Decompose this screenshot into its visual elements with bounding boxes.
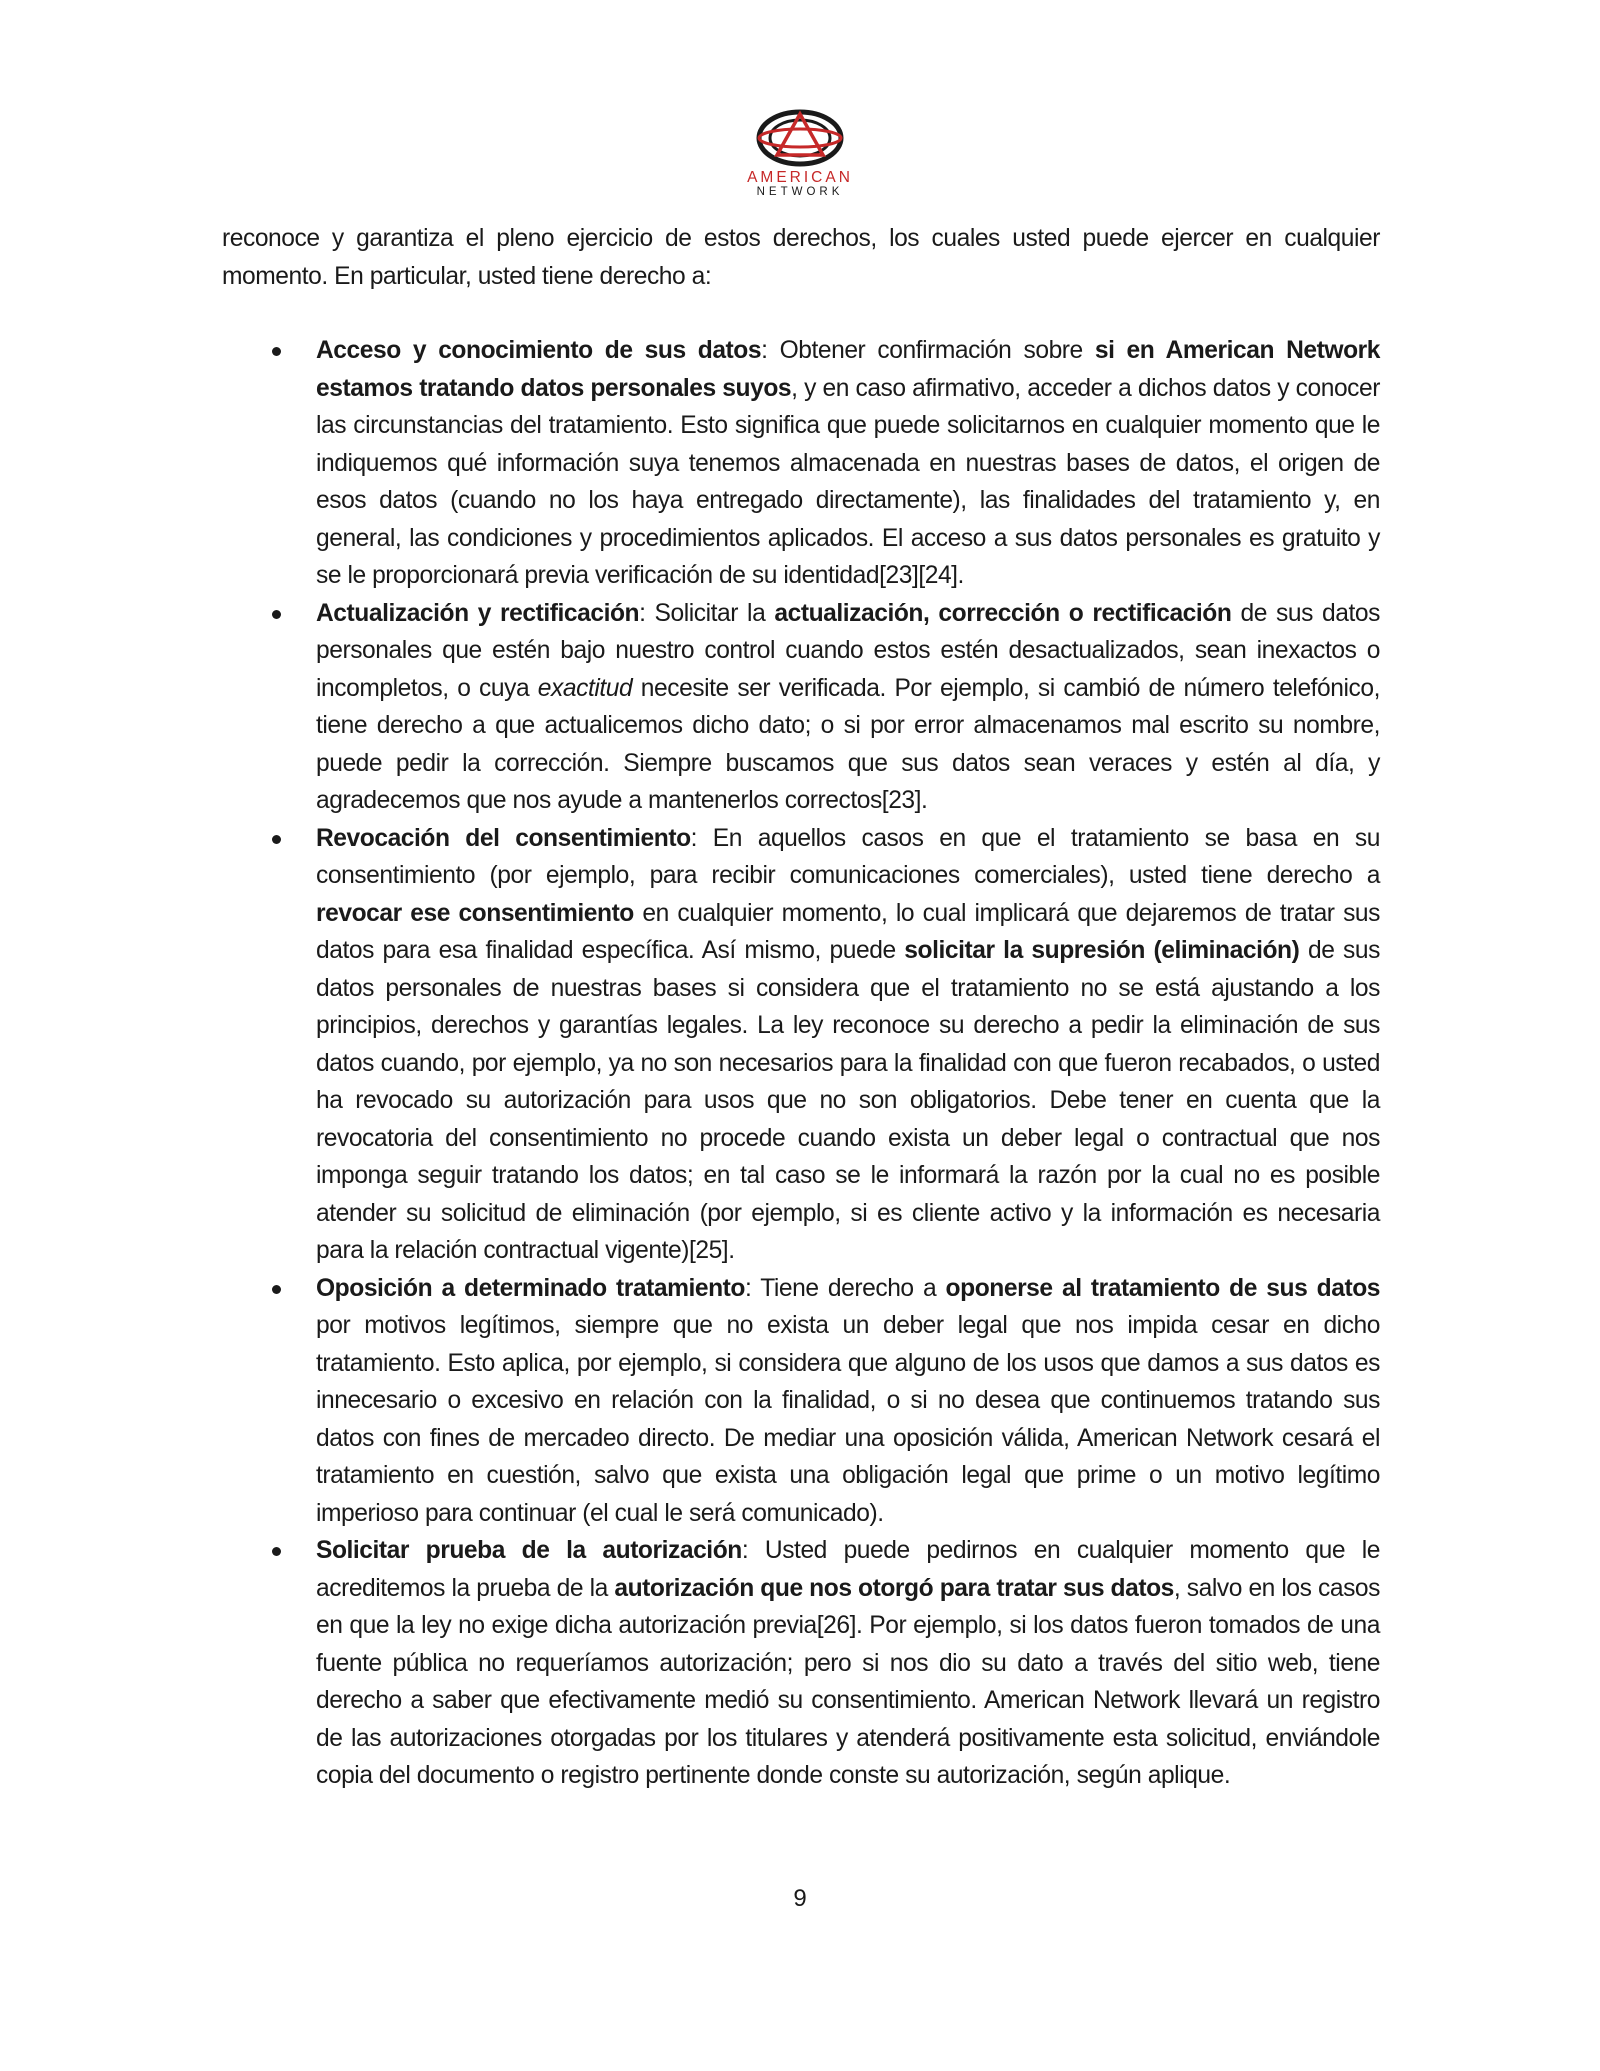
list-item-access <box>222 332 1380 595</box>
list-item-revocation <box>222 820 1380 1270</box>
list-item-authorization-proof <box>222 1532 1380 1795</box>
list-item-rectification <box>222 595 1380 820</box>
item-text: necesite ser verificada. Por ejemplo, si cambió de número telefónico, tiene derecho a que actualicemos dicho dato; o si por error almacenamos mal escrito su nombre, puede pedir la corrección. Siempre buscamos que sus datos sean veraces y estén al día, y agradecemos que nos ayude a mantenerlos correctos[23]. <box>316 674 1380 814</box>
item-title: Actualización y rectificación <box>316 599 640 627</box>
bullet-icon <box>272 1285 281 1294</box>
item-text: : En aquellos casos en que el tratamiento se basa en su consentimiento (por ejemplo, para recibir comunicaciones comerciales), usted tiene derecho a <box>316 824 1380 889</box>
item-text: : Obtener confirmación sobre <box>761 337 1095 364</box>
item-italic: exactitud <box>537 674 633 702</box>
intro-paragraph: reconoce y garantiza el pleno ejercicio de estos derechos, los cuales usted puede ejercer en cualquier momento. En particular, usted tiene derecho a: <box>222 225 1380 290</box>
item-emphasis: solicitar la supresión (eliminación) <box>904 937 1300 964</box>
item-text: en cualquier momento, lo cual implicará que dejaremos de tratar sus datos para esa finalidad específica. Así mismo, puede <box>316 899 1380 964</box>
item-title: Revocación del consentimiento <box>316 824 691 852</box>
logo-wordmark-american: AMERICAN <box>747 169 853 186</box>
item-title: Solicitar prueba de la autorización <box>316 1537 742 1564</box>
globe-logo-icon <box>754 108 846 168</box>
item-text: de sus datos personales que estén bajo nuestro control cuando estos estén desactualizados, sean inexactos o incompletos, o cuya <box>316 599 1380 702</box>
logo-wordmark-network: NETWORK <box>756 186 844 198</box>
item-text: , y en caso afirmativo, acceder a dichos datos y conocer las circunstancias del tratamiento. Esto significa que puede solicitarnos en cualquier momento que le indiquemos qué información suya tenemos almacenada en nuestras bases de datos, el origen de esos datos (cuando no los haya entregado directamente), las finalidades del tratamiento y, en general, las condiciones y procedimientos aplicados. El acceso a sus datos personales es gratuito y se le proporcionará previa verificación de su identidad[23][24]. <box>316 374 1380 589</box>
bullet-icon <box>272 610 281 619</box>
company-logo <box>725 108 875 200</box>
item-text: : Tiene derecho a <box>745 1274 946 1302</box>
document-body <box>222 220 1380 1795</box>
item-title: Acceso y conocimiento de sus datos <box>316 337 762 364</box>
item-emphasis: si en American Network estamos tratando datos personales suyos <box>316 337 1380 402</box>
item-emphasis: actualización, corrección o rectificación <box>774 599 1232 627</box>
item-emphasis: revocar ese consentimiento <box>316 899 634 927</box>
bullet-icon <box>272 347 281 356</box>
bullet-icon <box>272 835 281 844</box>
bullet-icon <box>272 1547 281 1556</box>
list-item-opposition <box>222 1270 1380 1533</box>
item-text: de sus datos personales de nuestras bases si considera que el tratamiento no se está ajustando a los principios, derechos y garantías legales. La ley reconoce su derecho a pedir la eliminación de sus datos cuando, por ejemplo, ya no son necesarios para la finalidad con que fueron recabados, o usted ha revocado su autorización para usos que no son obligatorios. Debe tener en cuenta que la revocatoria del consentimiento no procede cuando exista un deber legal o contractual que nos imponga seguir tratando los datos; en tal caso se le informará la razón por la cual no es posible atender su solicitud de eliminación (por ejemplo, si es cliente activo y la información es necesaria para la relación contractual vigente)[25]. <box>316 937 1380 1264</box>
item-text: por motivos legítimos, siempre que no exista un deber legal que nos impida cesar en dicho tratamiento. Esto aplica, por ejemplo, si considera que alguno de los usos que damos a sus datos es innecesario o excesivo en relación con la finalidad, o si no desea que continuemos tratando sus datos con fines de mercadeo directo. De mediar una oposición válida, American Network cesará el tratamiento en cuestión, salvo que exista una obligación legal que prime o un motivo legítimo imperioso para continuar (el cual le será comunicado). <box>316 1312 1380 1527</box>
item-text: , salvo en los casos en que la ley no exige dicha autorización previa[26]. Por ejemplo, si los datos fueron tomados de una fuente pública no requeríamos autorización; pero si nos dio su dato a través del sitio web, tiene derecho a saber que efectivamente medió su consentimiento. American Network llevará un registro de las autorizaciones otorgadas por los titulares y atenderá positivamente esta solicitud, enviándole copia del documento o registro pertinente donde conste su autorización, según aplique. <box>316 1574 1380 1789</box>
rights-list <box>222 332 1380 1795</box>
item-text: : Usted puede pedirnos en cualquier momento que le acreditemos la prueba de la <box>316 1537 1380 1602</box>
item-emphasis: oponerse al tratamiento de sus datos <box>945 1274 1380 1302</box>
item-text: : Solicitar la <box>639 599 775 627</box>
item-emphasis: autorización que nos otorgó para tratar sus datos <box>614 1574 1174 1602</box>
page-number: 9 <box>793 1885 807 1912</box>
item-title: Oposición a determinado tratamiento <box>316 1274 745 1302</box>
